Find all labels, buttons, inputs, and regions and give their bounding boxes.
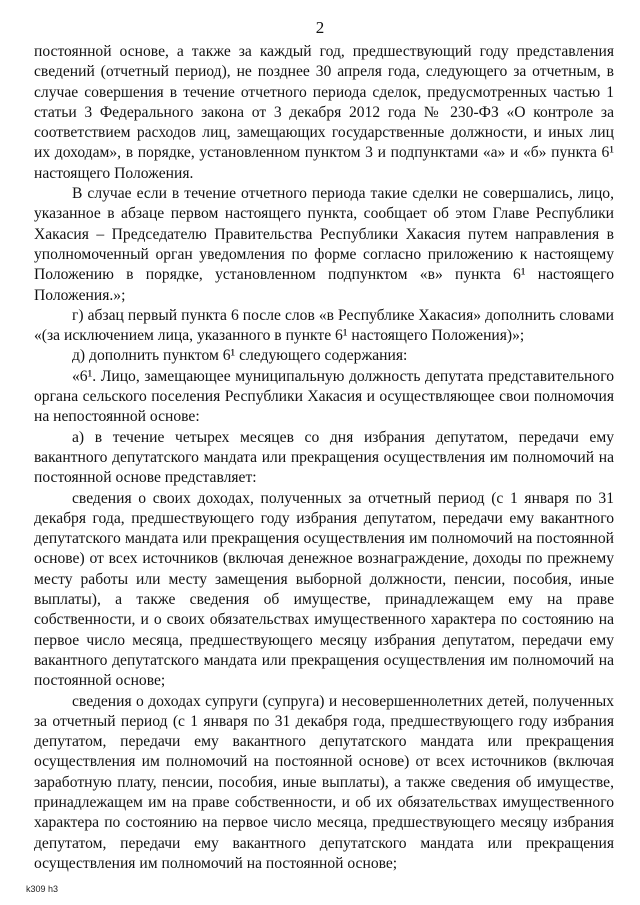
paragraph: г) абзац первый пункта 6 после слов «в Республике Хакасия» дополнить словами «(за исключением лица, указанного в пункте 6¹ настоящего Положения)»;	[34, 306, 614, 345]
paragraph: сведения о своих доходах, полученных за отчетный период (с 1 января по 31 декабря года, предшествующего году избрания депутатом, передачи ему вакантного депутатского мандата или прекращения осуществления им полномочий на постоянной основе) от всех источников (включая денежное вознаграждение, доходы по прежнему месту работы или месту замещения выборной должности, пенсии, пособия, иные выплаты), а также сведения об имуществе, принадлежащем ему на праве собственности, и о своих обязательствах имущественного характера по состоянию на первое число месяца, предшествующего месяцу избрания депутатом, передачи ему вакантного депутатского мандата или прекращения осуществления им полномочий на постоянной основе;	[34, 489, 614, 690]
paragraph: «6¹. Лицо, замещающее муниципальную должность депутата представительного органа сельского поселения Республики Хакасия и осуществляющее свои полномочия на непостоянной основе:	[34, 367, 614, 426]
paragraph: постоянной основе, а также за каждый год, предшествующий году представления сведений (отчетный период), не позднее 30 апреля года, следующего за отчетным, в случае совершения в течение отчетного периода сделок, предусмотренных частью 1 статьи 3 Федерального закона от 3 декабря 2012 года № 230-ФЗ «О контроле за соответствием расходов лиц, замещающих государственные должности, и иных лиц их доходам», в порядке, установленном пунктом 3 и подпунктами «а» и «б» пункта 6¹ настоящего Положения.	[34, 43, 614, 182]
paragraph: д) дополнить пунктом 6¹ следующего содержания:	[72, 347, 408, 365]
paragraph: а) в течение четырех месяцев со дня избрания депутатом, передачи ему вакантного депутатского мандата или прекращения осуществления им полномочий на постоянной основе представляет:	[34, 428, 614, 487]
document-code: k309 h3	[26, 884, 59, 894]
document-body	[34, 42, 614, 874]
paragraph: В случае если в течение отчетного периода такие сделки не совершались, лицо, указанное в абзаце первом настоящего пункта, сообщает об этом Главе Республики Хакасия – Председателю Правительства Республики Хакасия путем направления в уполномоченный орган уведомления по форме согласно приложению к настоящему Положению в порядке, установленном подпунктом «в» пункта 6¹ настоящего Положения.»;	[34, 185, 614, 304]
page-number: 2	[315, 18, 325, 37]
paragraph: сведения о доходах супруги (супруга) и несовершеннолетних детей, полученных за отчетный период (с 1 января по 31 декабря года, предшествующего году избрания депутатом, передачи ему вакантного депутатского мандата или прекращения осуществления им полномочий на постоянной основе) от всех источников (включая заработную плату, пенсии, пособия, иные выплаты), а также сведения об имуществе, принадлежащем им на праве собственности, и об их обязательствах имущественного характера по состоянию на первое число месяца, предшествующего месяцу избрания депутатом, передачи ему вакантного депутатского мандата или прекращения осуществления им полномочий на постоянной основе;	[34, 692, 614, 872]
